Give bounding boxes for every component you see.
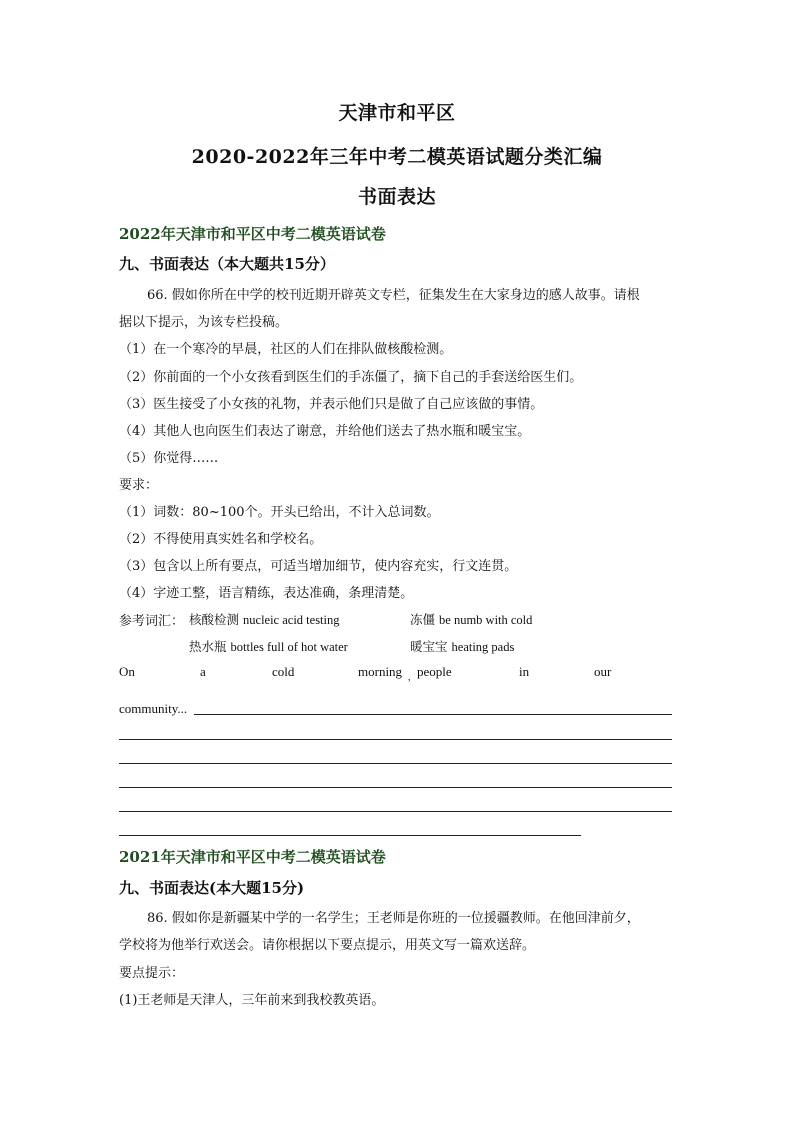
requirement-1: （1）词数：80~100个。开头已给出，不计入总词数。	[119, 505, 440, 520]
vocab-en: be numb with cold	[439, 613, 533, 627]
answer-line	[119, 835, 581, 836]
document-title-topic: 书面表达	[357, 186, 436, 208]
vocab-item-2	[410, 610, 532, 628]
opening-word: people	[417, 664, 452, 679]
vocab-item-1	[189, 610, 340, 628]
point-2022-1: （1）在一个寒冷的早晨，社区的人们在排队做核酸检测。	[119, 342, 453, 357]
vocab-zh: 冻僵	[410, 612, 436, 627]
opening-comma: ,	[408, 672, 411, 683]
answer-line	[194, 714, 672, 715]
vocab-zh: 热水瓶	[189, 639, 227, 654]
prompt-2021-line1: 86. 假如你是新疆某中学的一名学生；王老师是你班的一位援疆教师。在他回津前夕，	[147, 911, 640, 926]
opening-word: a	[200, 664, 206, 679]
document-title-main: 2020-2022年三年中考二模英语试题分类汇编	[191, 146, 603, 168]
vocab-zh: 核酸检测	[189, 612, 240, 627]
opening-word: morning	[358, 664, 403, 679]
vocab-item-4	[410, 637, 514, 655]
vocab-item-3	[189, 637, 348, 655]
subheading-2022: 九、书面表达（本大题共15分）	[119, 255, 335, 273]
answer-line	[119, 739, 672, 740]
answer-line	[119, 763, 672, 764]
point-2022-4: （4）其他人也向医生们表达了谢意，并给他们送去了热水瓶和暖宝宝。	[119, 424, 531, 439]
requirement-4: （4）字迹工整，语言精练，表达准确，条理清楚。	[119, 586, 414, 601]
prompt-2022-line1: 66. 假如你所在中学的校刊近期开辟英文专栏，征集发生在大家身边的感人故事。请根	[147, 288, 640, 303]
requirements-label: 要求：	[119, 478, 159, 493]
opening-line2: community...	[119, 701, 188, 716]
requirement-3: （3）包含以上所有要点，可适当增加细节，使内容充实，行文连贯。	[119, 559, 518, 574]
point-2022-5: （5）你觉得……	[119, 451, 219, 466]
point-2021-1: (1)王老师是天津人，三年前来到我校教英语。	[119, 993, 385, 1008]
document-title-region: 天津市和平区	[338, 102, 456, 124]
points-label-2021: 要点提示：	[119, 966, 185, 981]
subheading-2021: 九、书面表达(本大题15分)	[119, 879, 305, 897]
point-2022-3: （3）医生接受了小女孩的礼物，并表示他们只是做了自己应该做的事情。	[119, 397, 544, 412]
opening-word: On	[119, 664, 135, 679]
vocab-en: bottles full of hot water	[230, 640, 348, 654]
answer-line	[119, 811, 672, 812]
prompt-2021-line2: 学校将为他举行欢送会。请你根据以下要点提示，用英文写一篇欢送辞。	[119, 938, 536, 953]
section-heading-2021: 2021年天津市和平区中考二模英语试卷	[119, 848, 386, 866]
vocab-label: 参考词汇：	[119, 614, 185, 629]
requirement-2: （2）不得使用真实姓名和学校名。	[119, 532, 323, 547]
point-2022-2: （2）你前面的一个小女孩看到医生们的手冻僵了，摘下自己的手套送给医生们。	[119, 370, 583, 385]
answer-line	[119, 787, 672, 788]
opening-word: our	[594, 664, 612, 679]
opening-word: cold	[272, 664, 295, 679]
prompt-2022-line2: 据以下提示，为该专栏投稿。	[119, 315, 289, 330]
vocab-en: heating pads	[451, 640, 515, 654]
opening-word: in	[519, 664, 530, 679]
vocab-en: nucleic acid testing	[243, 613, 340, 627]
section-heading-2022: 2022年天津市和平区中考二模英语试卷	[119, 225, 386, 243]
vocab-zh: 暖宝宝	[410, 639, 448, 654]
